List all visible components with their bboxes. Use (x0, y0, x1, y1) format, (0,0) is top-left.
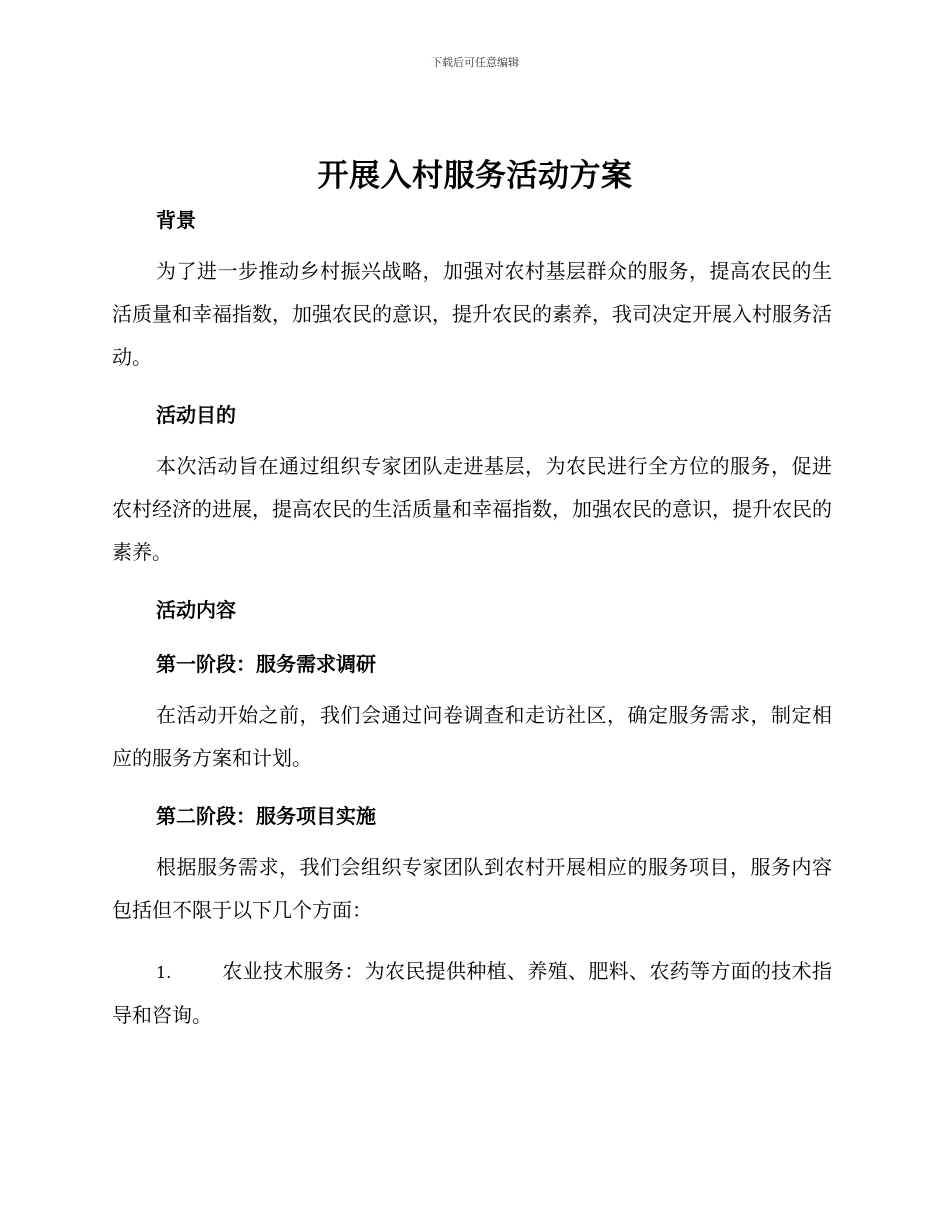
list-item (112, 950, 832, 1037)
document-title: 开展入村服务活动方案 (317, 158, 633, 194)
section-heading-background: 背景 (156, 208, 196, 232)
header-note: 下载后可任意编辑 (431, 56, 519, 69)
section-heading-stage1: 第一阶段：服务需求调研 (156, 652, 376, 676)
list-item-text: 农业技术服务：为农民提供种植、养殖、肥料、农药等方面的技术指导和咨询。 (112, 959, 832, 1027)
paragraph-background: 为了进一步推动乡村振兴战略，加强对农村基层群众的服务，提高农民的生活质量和幸福指数，加强农民的意识，提升农民的素养，我司决定开展入村服务活动。 (112, 259, 832, 369)
section-heading-content: 活动内容 (156, 598, 236, 622)
document-body (112, 202, 832, 1037)
paragraph-purpose: 本次活动旨在通过组织专家团队走进基层，为农民进行全方位的服务，促进农村经济的进展，提高农民的生活质量和幸福指数，加强农民的意识，提升农民的素养。 (112, 454, 832, 564)
section-heading-purpose: 活动目的 (156, 403, 236, 427)
paragraph-stage1: 在活动开始之前，我们会通过问卷调查和走访社区，确定服务需求，制定相应的服务方案和计划。 (112, 703, 832, 770)
list-item-number: 1. (156, 963, 172, 982)
paragraph-stage2: 根据服务需求，我们会组织专家团队到农村开展相应的服务项目，服务内容包括但不限于以下几个方面： (112, 855, 832, 922)
section-heading-stage2: 第二阶段：服务项目实施 (156, 804, 376, 828)
